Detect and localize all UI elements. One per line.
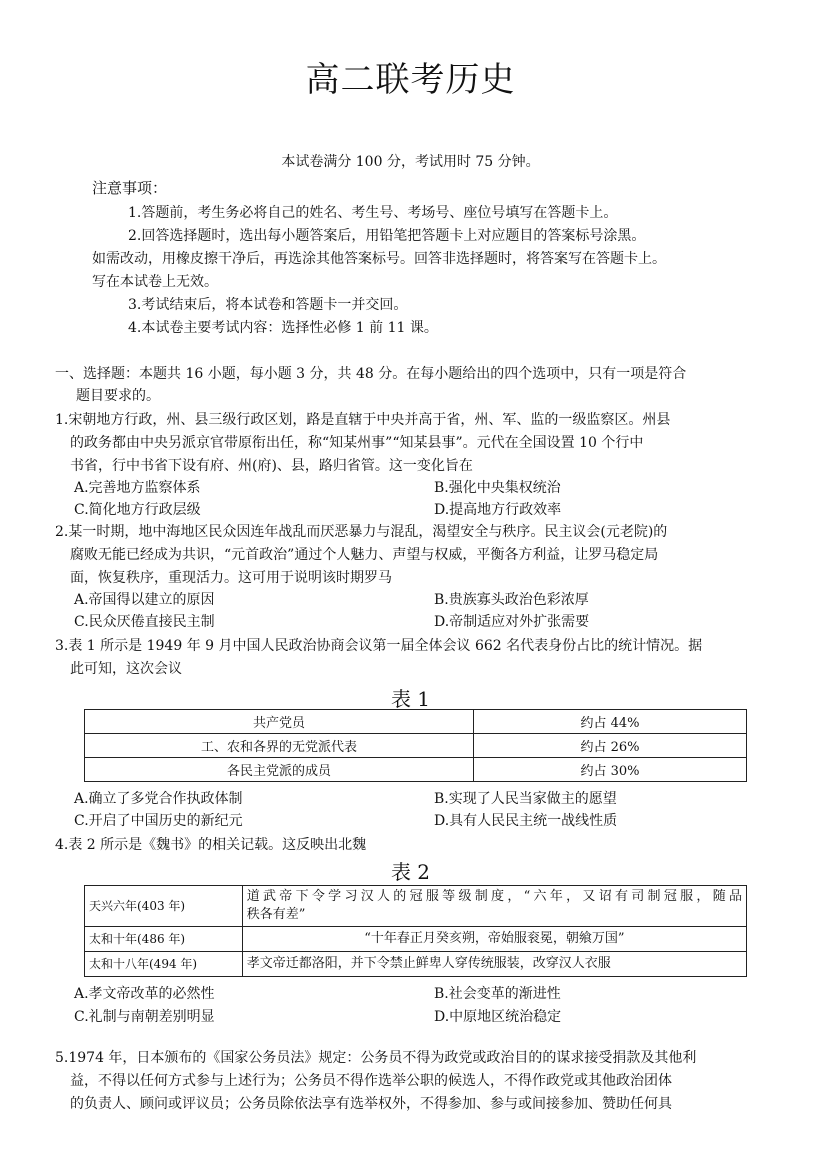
question-3-stem-cont: 此可知，这次会议 bbox=[70, 661, 182, 677]
notice-item-2: 2.回答选择题时，选出每小题答案后，用铅笔把答题卡上对应题目的答案标号涂黑。 bbox=[128, 228, 646, 244]
table-cell: 工、农和各界的无党派代表 bbox=[85, 734, 474, 758]
question-1-stem-cont2: 书省，行中书省下设有府、州(府)、县，路归省管。这一变化旨在 bbox=[70, 458, 473, 474]
table-cell: 约占 44% bbox=[474, 710, 747, 734]
question-5-stem: 5.1974 年，日本颁布的《国家公务员法》规定：公务员不得为政党或政治目的的谋求接受捐款及其他利 bbox=[55, 1050, 697, 1066]
table-cell: 孝文帝迁都洛阳，并下令禁止鲜卑人穿传统服装，改穿汉人衣服 bbox=[242, 952, 746, 977]
question-1-option-d: D.提高地方行政效率 bbox=[434, 502, 562, 518]
question-3-option-c: C.开启了中国历史的新纪元 bbox=[74, 813, 243, 829]
question-4-option-b: B.社会变革的渐进性 bbox=[434, 986, 561, 1002]
table-cell: 共产党员 bbox=[85, 710, 474, 734]
table-cell-text: 秩各有差” bbox=[246, 907, 306, 922]
question-2-stem-cont2: 面，恢复秩序，重现活力。这可用于说明该时期罗马 bbox=[70, 570, 392, 586]
question-4-stem: 4.表 2 所示是《魏书》的相关记载。这反映出北魏 bbox=[55, 837, 367, 853]
question-2-option-b: B.贵族寡头政治色彩浓厚 bbox=[434, 592, 589, 608]
question-5-stem-cont2: 的负责人、顾问或评议员；公务员除依法享有选举权外，不得参加、参与或间接参加、赞助任何具 bbox=[70, 1096, 672, 1112]
notice-item-3: 3.考试结束后，将本试卷和答题卡一并交回。 bbox=[128, 297, 408, 313]
table-row bbox=[85, 927, 747, 952]
question-3-option-b: B.实现了人民当家做主的愿望 bbox=[434, 791, 617, 807]
question-3-option-d: D.具有人民民主统一战线性质 bbox=[434, 813, 618, 829]
question-2-option-d: D.帝制适应对外扩张需要 bbox=[434, 614, 590, 630]
table-row bbox=[85, 710, 747, 734]
question-3-stem: 3.表 1 所示是 1949 年 9 月中国人民政治协商会议第一届全体会议 662 名代表身份占比的统计情况。据 bbox=[55, 638, 703, 654]
exam-intro: 本试卷满分 100 分，考试用时 75 分钟。 bbox=[281, 154, 540, 170]
notice-heading: 注意事项： bbox=[92, 179, 168, 197]
table-2 bbox=[84, 885, 747, 977]
question-1-stem: 1.宋朝地方行政，州、县三级行政区划，路是直辖于中央并高于省，州、军、监的一级监察区。州县 bbox=[55, 412, 671, 428]
table-row bbox=[85, 952, 747, 977]
question-4-option-a: A.孝文帝改革的必然性 bbox=[74, 986, 215, 1002]
table-1-title: 表 1 bbox=[390, 687, 431, 711]
question-3-option-a: A.确立了多党合作执政体制 bbox=[74, 791, 243, 807]
table-cell: 约占 30% bbox=[474, 758, 747, 782]
table-row bbox=[85, 734, 747, 758]
notice-item-2-cont2: 写在本试卷上无效。 bbox=[92, 274, 218, 290]
table-cell: 天兴六年(403 年) bbox=[85, 886, 243, 927]
page-title: 高二联考历史 bbox=[305, 60, 516, 100]
question-2-stem: 2.某一时期，地中海地区民众因连年战乱而厌恶暴力与混乱，渴望安全与秩序。民主议会(元老院)的 bbox=[55, 524, 668, 540]
table-2-title: 表 2 bbox=[390, 860, 431, 884]
question-1-stem-cont: 的政务都由中央另派京官带原衔出任，称“知某州事”“知某县事”。元代在全国设置 10 个行中 bbox=[70, 435, 644, 451]
table-cell: 太和十八年(494 年) bbox=[85, 952, 243, 977]
notice-item-4: 4.本试卷主要考试内容：选择性必修 1 前 11 课。 bbox=[128, 320, 438, 336]
question-2-stem-cont: 腐败无能已经成为共识，“元首政治”通过个人魅力、声望与权威，平衡各方利益，让罗马稳定局 bbox=[70, 547, 659, 563]
table-cell: 约占 26% bbox=[474, 734, 747, 758]
question-1-option-c: C.简化地方行政层级 bbox=[74, 502, 201, 518]
table-row bbox=[85, 886, 747, 927]
section-heading: 一、选择题：本题共 16 小题，每小题 3 分，共 48 分。在每小题给出的四个选项中，只有一项是符合 bbox=[55, 366, 687, 382]
table-row bbox=[85, 758, 747, 782]
question-2-option-c: C.民众厌倦直接民主制 bbox=[74, 614, 215, 630]
table-cell-text: 道武帝下令学习汉人的冠服等级制度，“六年，又诏有司制冠服，随品 bbox=[246, 889, 742, 904]
notice-item-1: 1.答题前，考生务必将自己的姓名、考生号、考场号、座位号填写在答题卡上。 bbox=[128, 205, 618, 221]
question-2-option-a: A.帝国得以建立的原因 bbox=[74, 592, 215, 608]
table-cell: “十年春正月癸亥朔，帝始服衮冕，朝飨万国” bbox=[242, 927, 746, 952]
table-cell bbox=[242, 886, 746, 927]
table-cell: 各民主党派的成员 bbox=[85, 758, 474, 782]
notice-item-2-cont: 如需改动，用橡皮擦干净后，再选涂其他答案标号。回答非选择题时，将答案写在答题卡上。 bbox=[92, 251, 666, 267]
section-heading-cont: 题目要求的。 bbox=[76, 388, 160, 404]
question-4-option-d: D.中原地区统治稳定 bbox=[434, 1009, 562, 1025]
table-1 bbox=[84, 709, 747, 782]
question-1-option-a: A.完善地方监察体系 bbox=[74, 480, 201, 496]
question-4-option-c: C.礼制与南朝差别明显 bbox=[74, 1009, 215, 1025]
table-cell: 太和十年(486 年) bbox=[85, 927, 243, 952]
question-5-stem-cont: 益，不得以任何方式参与上述行为；公务员不得作选举公职的候选人，不得作政党或其他政治团体 bbox=[70, 1073, 672, 1089]
question-1-option-b: B.强化中央集权统治 bbox=[434, 480, 561, 496]
